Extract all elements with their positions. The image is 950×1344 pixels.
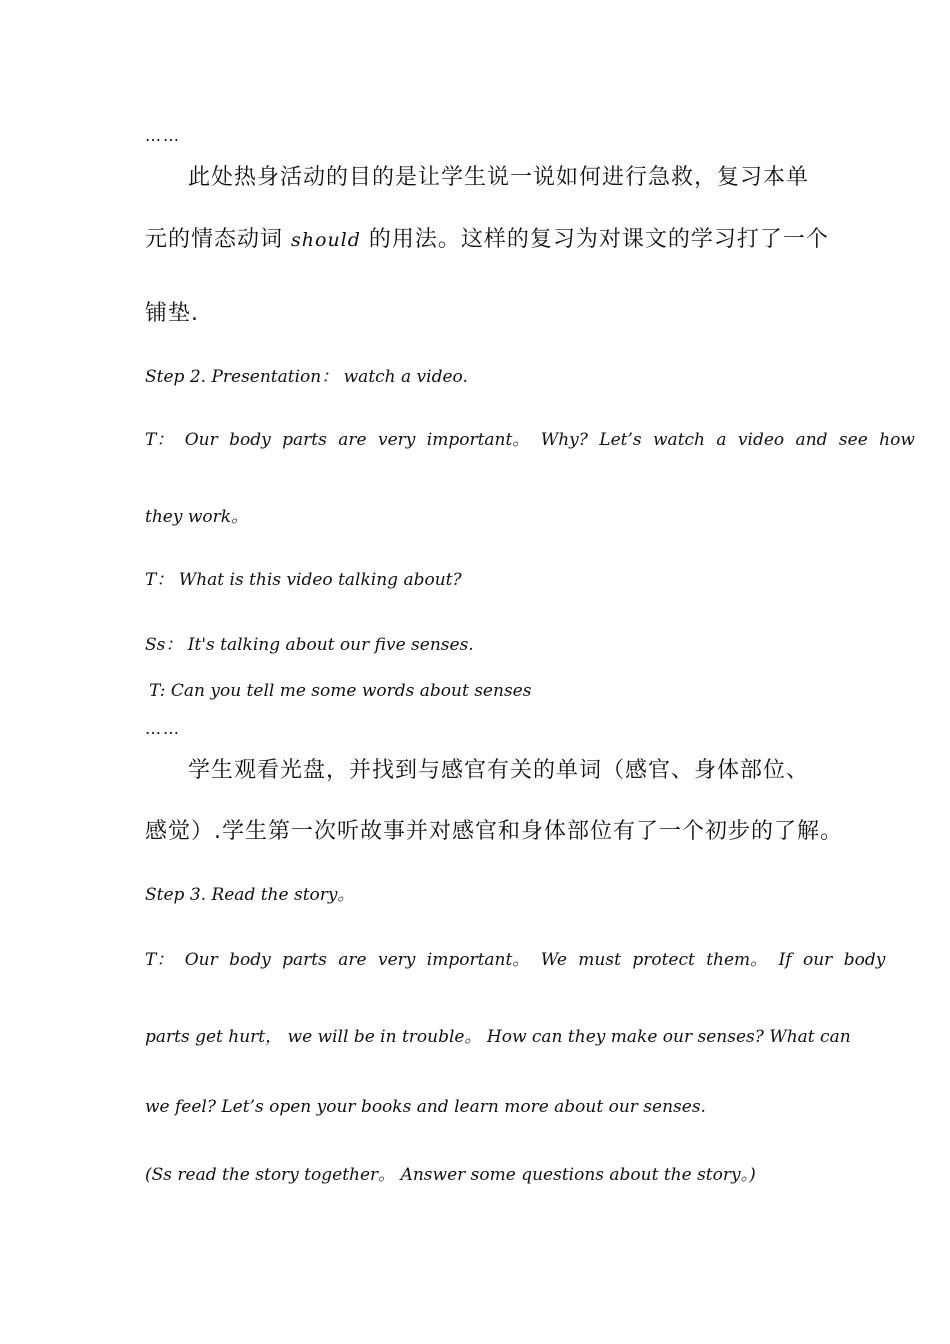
ellipsis: …… [145,719,181,738]
dialogue-line: we feel? Let’s open your books and learn more about our senses. [145,1097,706,1117]
dialogue-line: T： What is this video talking about? [145,570,462,590]
dialogue-line: T: Can you tell me some words about senses [149,681,532,701]
step-heading: Step 2. Presentation： watch a video. [145,367,468,387]
dialogue-line: Ss： It's talking about our five senses. [145,635,474,655]
paragraph-line: 学生观看光盘，并找到与感官有关的单词（感官、身体部位、 [188,758,810,783]
dialogue-line: parts get hurt， we will be in trouble。 How can they make our senses? What can [145,1027,851,1047]
dialogue-line: they work。 [145,507,249,527]
paragraph-text: 元的情态动词 [145,227,284,252]
paragraph-line: 感觉）.学生第一次听故事并对感官和身体部位有了一个初步的了解。 [145,819,843,844]
paragraph-line: 此处热身活动的目的是让学生说一说如何进行急救，复习本单 [188,165,810,190]
dialogue-line: (Ss read the story together。 Answer some questions about the story。) [145,1165,756,1185]
paragraph-line [145,222,829,253]
dialogue-line: T： Our body parts are very important。 We must protect them。 If our body [145,950,886,970]
paragraph-line: 铺垫. [145,301,199,326]
paragraph-text: 的用法。这样的复习为对课文的学习打了一个 [368,227,829,252]
keyword-should: should [291,229,361,251]
ellipsis: …… [145,126,181,145]
step-heading: Step 3. Read the story。 [145,885,355,905]
dialogue-line: T： Our body parts are very important。 Why? Let’s watch a video and see how [145,430,915,450]
